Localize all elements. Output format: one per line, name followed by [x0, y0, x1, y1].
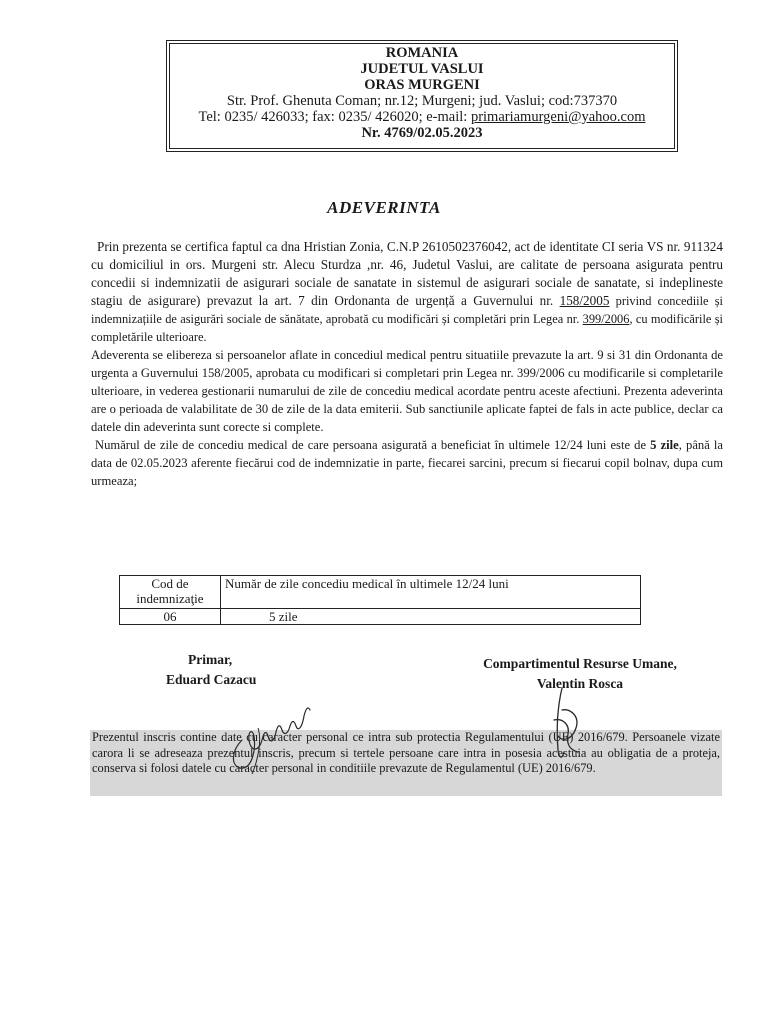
header-registration-number: Nr. 4769/02.05.2023	[361, 125, 483, 141]
leave-days-count: 5 zile	[650, 438, 679, 452]
paragraph-certification-text: Prin prezenta se certifica faptul ca dna Hristian Zonia, C.N.P 2610502376042, act de identitate CI seria VS nr. 911324 cu domiciliul in ors. Murgeni str. Alecu Sturdza ,nr. 46, Judetul Vaslui, are calitate de persoana asigurata pentru concedii si indemnizatii de asigurari sociale de sanatate in sistemul de asigurari sociale de sanatate, si indeplineste stagiu de asigurare) prevazut la art. 7 din Ordonanta de urgență a Guvernului nr.	[91, 239, 723, 308]
mayor-name: Eduard Cazacu	[166, 672, 257, 687]
leave-days-table	[119, 575, 641, 625]
hr-signature-block	[440, 654, 720, 694]
table-header-code: Cod de indemnizaţie	[120, 576, 221, 609]
table-row	[120, 609, 641, 625]
law-reference-399-2006: 399/2006	[582, 312, 630, 326]
gdpr-notice: Prezentul inscris contine date cu caracter personal ce intra sub protectia Regulamentului (UE) 2016/679. Persoanele vizate carora li se adreseaza prezentul inscris, precum si tertele persoane care intra in posesia acestuia au obligatia de a proteja, conserva si folosi datele cu caracter personal in conditiile prevazute de Regulamentul (UE) 2016/679.	[90, 730, 722, 796]
paragraph-leave-days-start: Numărul de zile de concediu medical de care persoana asigurată a beneficiat în ultimele 12/24 luni este de	[95, 438, 651, 452]
document-body	[91, 238, 723, 490]
paragraph-leave-days	[91, 436, 723, 490]
header-country: ROMANIA	[385, 45, 459, 61]
paragraph-certification	[91, 238, 723, 346]
header-contact	[170, 109, 674, 125]
table-header-days: Număr de zile concediu medical în ultimele 12/24 luni	[221, 576, 641, 609]
header-address: Str. Prof. Ghenuta Coman; nr.12; Murgeni; jud. Vaslui; cod:737370	[226, 93, 618, 109]
table-header-row	[120, 576, 641, 609]
paragraph-validity: Adeverenta se elibereza si persoanelor aflate in concediul medical pentru situatiile prevazute la art. 9 si 31 din Ordonanta de urgenta a Guvernului 158/2005, aprobata cu modificari si completari prin Legea nr. 399/2006 cu modificarile si completarile ulterioare, in vederea gestionarii numarului de zile de concediu medical acordate pentru aceste afectiuni. Prezenta adeverinta are o perioada de valabilitate de 30 de zile de la data emiterii. Sub sanctiunile aplicate faptei de fals in acte publice, declar ca datele din adeverinta sunt corecte si complete.	[91, 348, 723, 434]
paragraph-certification-end: , cu modificările și completările ulterioare.	[91, 312, 723, 344]
header-county: JUDETUL VASLUI	[360, 61, 484, 77]
table-cell-code: 06	[120, 609, 221, 625]
mayor-signature-block	[166, 650, 306, 690]
hr-role: Compartimentul Resurse Umane,	[483, 656, 677, 671]
hr-name: Valentin Rosca	[536, 676, 624, 691]
header-contact-phones: Tel: 0235/ 426033; fax: 0235/ 426020; e-mail:	[198, 109, 471, 125]
table-cell-days: 5 zile	[221, 609, 641, 625]
institution-header	[166, 40, 678, 152]
paragraph-certification-mid: privind concediile și indemnizațiile de asigurări sociale de sănătate, aprobată cu modificări și completări prin Legea nr.	[91, 294, 723, 326]
mayor-role: Primar,	[188, 652, 233, 667]
law-reference-158-2005: 158/2005	[559, 293, 610, 308]
paragraph-leave-days-end: , până la data de 02.05.2023 aferente fiecărui cod de indemnizatie in parte, fiecarei sarcini, precum si fiecarui copil bolnav, dupa cum urmeaza;	[91, 438, 724, 488]
header-email-link[interactable]: primariamurgeni@yahoo.com	[470, 109, 646, 125]
header-city: ORAS MURGENI	[364, 77, 480, 93]
document-title: ADEVERINTA	[327, 198, 441, 217]
